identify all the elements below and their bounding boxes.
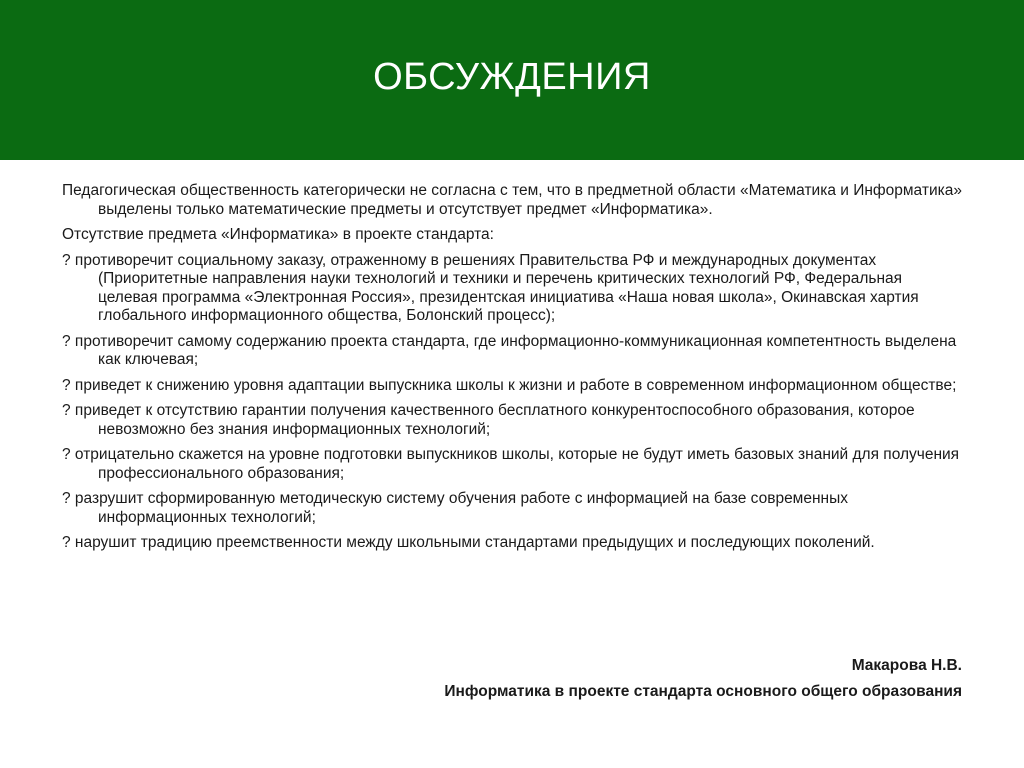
list-item-methodology: ? разрушит сформированную методическую систему обучения работе с информацией на базе современных информационных технологий; xyxy=(62,490,848,526)
list-item-continuity: ? нарушит традицию преемственности между школьными стандартами предыдущих и последующих поколений. xyxy=(62,534,875,551)
title-bar xyxy=(0,0,1024,160)
author-name: Макарова Н.В. xyxy=(851,657,962,674)
source-title: Информатика в проекте стандарта основного общего образования xyxy=(444,683,962,700)
list-item-preparation: ? отрицательно скажется на уровне подготовки выпускников школы, которые не будут иметь базовых знаний для получения профессионального образования; xyxy=(62,446,960,482)
list-item-social-order: ? противоречит социальному заказу, отраженному в решениях Правительства РФ и международных документах (Приоритетные направления науки технологий и техники и перечень критических технологий РФ, Федеральная целевая программа «Электронная Россия», президентская инициатива «Наша новая школа», Окинавская хартия глобального информационного общества, Болонский процесс); xyxy=(62,251,919,324)
signature-block xyxy=(444,653,962,705)
slide-body xyxy=(62,182,962,560)
list-item-competence: ? противоречит самому содержанию проекта стандарта, где информационно-коммуникационная компетентность выделена как ключевая; xyxy=(62,332,957,368)
slide-title: ОБСУЖДЕНИЯ xyxy=(373,56,651,98)
list-item-adaptation: ? приведет к снижению уровня адаптации выпускника школы к жизни и работе в современном информационном обществе; xyxy=(62,376,957,394)
paragraph-absence: Отсутствие предмета «Информатика» в проекте стандарта: xyxy=(62,226,494,243)
paragraph-intro: Педагогическая общественность категорически не согласна с тем, что в предметной области «Математика и Информатика» выделены только математические предметы и отсутствует предмет «Информатика». xyxy=(62,182,962,218)
list-item-guarantee: ? приведет к отсутствию гарантии получения качественного бесплатного конкурентоспособного образования, которое невозможно без знания информационных технологий; xyxy=(62,402,915,438)
